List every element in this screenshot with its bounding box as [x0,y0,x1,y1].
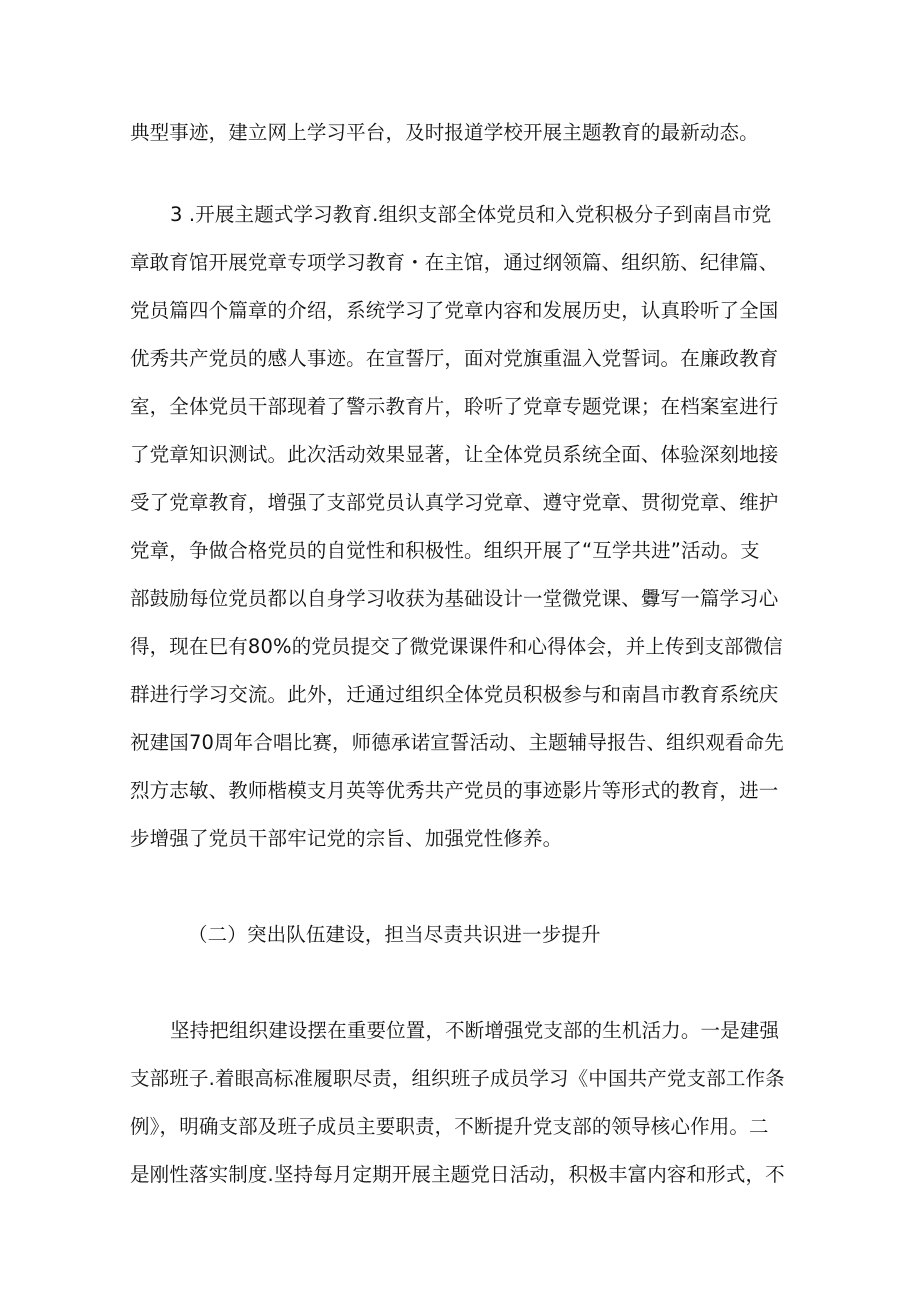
paragraph-line: 了党章知识测试。此次活动效果显著，让全体党员系统全面、体验深刻地接 [130,443,779,466]
paragraph-line: 支部班子.着眼高标准履职尽责，组织班子成员学习《中国共产党支部工作条 [130,1067,785,1090]
paragraph-line: 室，全体党员干部现着了警示教育片，聆听了党章专题党课；在档案室进行 [130,395,779,418]
paragraph-line: 党员篇四个篇章的介绍，系统学习了党章内容和发展历史，认真聆听了全国 [130,299,779,322]
paragraph-line: 烈方志敏、教师楷模支月英等优秀共产党员的事迹影片等形式的教育，进一 [130,779,779,802]
paragraph-line: 例》，明确支部及班子成员主要职责，不断提升党支部的领导核心作用。二 [130,1115,769,1138]
paragraph-line: 3 .开展主题式学习教育.组织支部全体党员和入党积极分子到南昌市党 [170,203,772,226]
section-heading: （二）突出队伍建设，担当尽责共识进一步提升 [188,923,601,946]
paragraph-line: 章敢育馆开展党章专项学习教育・在主馆，通过纲领篇、组织筋、纪律篇、 [130,251,779,274]
paragraph-line: 得，现在巳有80%的党员提交了微党课课件和心得体会，并上传到支部微信 [130,635,783,658]
paragraph-line: 党章，争做合格党员的自觉性和积极性。组织开展了“互学共进”活动。支 [130,539,760,562]
paragraph-line: 坚持把组织建设摆在重要位置，不断增强党支部的生机活力。一是建强 [170,1019,780,1042]
paragraph-line: 是刚性落实制度.坚持每月定期开展主题党日活动，积极丰富内容和形式，不 [130,1163,785,1186]
paragraph-line: 优秀共产党员的感人事迹。在宣誓厅，面对党旗重温入党誓词。在廉政教育 [130,347,779,370]
paragraph-line: 祝建国70周年合唱比赛，师德承诺宣誓活动、主题辅导报告、组织观看命先 [130,731,784,754]
paragraph-line: 典型事迹，建立网上学习平台，及时报道学校开展主题教育的最新动态。 [130,121,759,144]
paragraph-line: 群进行学习交流。此外，迁通过组织全体党员积极参与和南昌市教育系统庆 [130,683,779,706]
paragraph-line: 受了党章教育，增强了支部党员认真学习党章、遵守党章、贯彻党章、维护 [130,491,779,514]
paragraph-line: 部鼓励每位党员都以自身学习收获为基础设计一堂微党课、釁写一篇学习心 [130,587,779,610]
paragraph-line: 步增强了党员干部牢记党的宗旨、加强党性修养。 [130,827,563,850]
